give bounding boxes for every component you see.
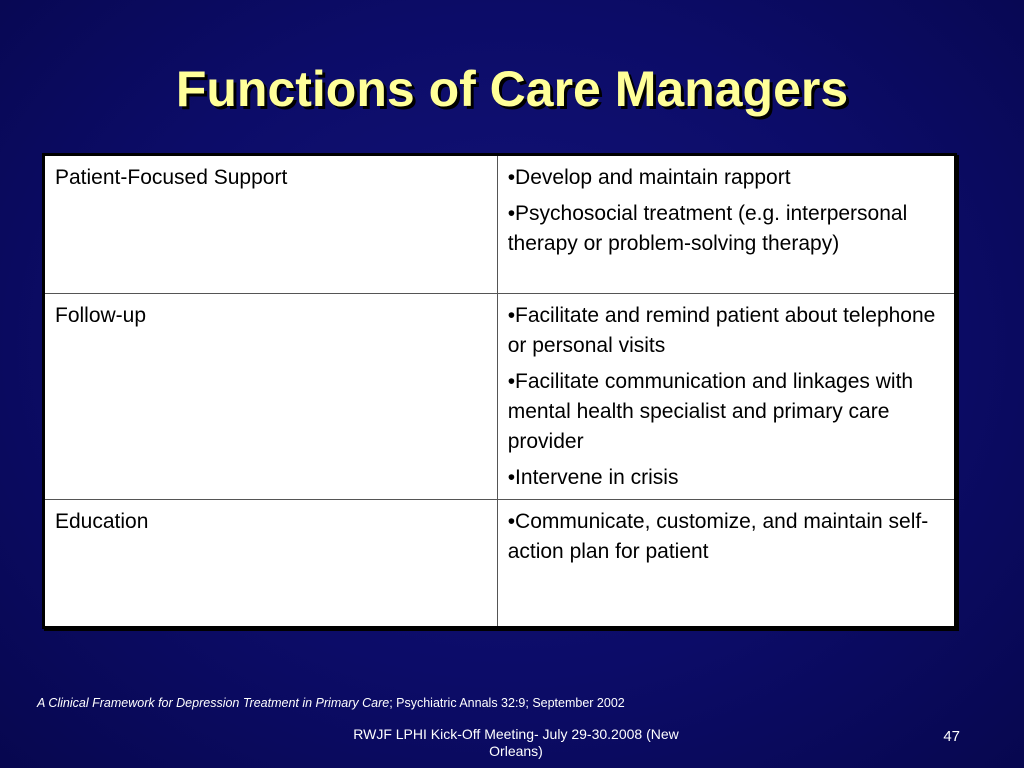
function-cell: Patient-Focused Support	[44, 155, 498, 294]
citation-title: A Clinical Framework for Depression Treatment in Primary Care	[37, 696, 390, 710]
footer-text: RWJF LPHI Kick-Off Meeting- July 29-30.2008 (New Orleans)	[353, 726, 679, 759]
task-bullet: •Facilitate and remind patient about telephone or personal visits	[507, 304, 936, 357]
task-bullet: •Develop and maintain rapport	[507, 166, 791, 189]
table-row-follow-up	[44, 294, 956, 500]
table-row-education	[44, 500, 956, 628]
task-bullet: •Communicate, customize, and maintain self-action plan for patient	[507, 510, 929, 563]
task-bullet: •Facilitate communication and linkages with mental health specialist and primary care provider	[507, 370, 914, 453]
tasks-cell	[497, 294, 955, 500]
task-bullet: •Psychosocial treatment (e.g. interpersonal therapy or problem-solving therapy)	[507, 202, 908, 255]
care-functions-table	[42, 153, 957, 629]
function-cell: Follow-up	[44, 294, 498, 500]
tasks-cell	[497, 155, 955, 294]
source-citation	[37, 696, 625, 710]
slide-number: 47	[943, 728, 960, 745]
slide-title: Functions of Care Managers	[175, 61, 849, 117]
table-row-patient-focused-support	[44, 155, 956, 294]
citation-details: ; Psychiatric Annals 32:9; September 2002	[389, 696, 625, 710]
task-bullet: •Intervene in crisis	[507, 466, 679, 489]
tasks-cell	[497, 500, 955, 628]
function-cell: Education	[44, 500, 498, 628]
